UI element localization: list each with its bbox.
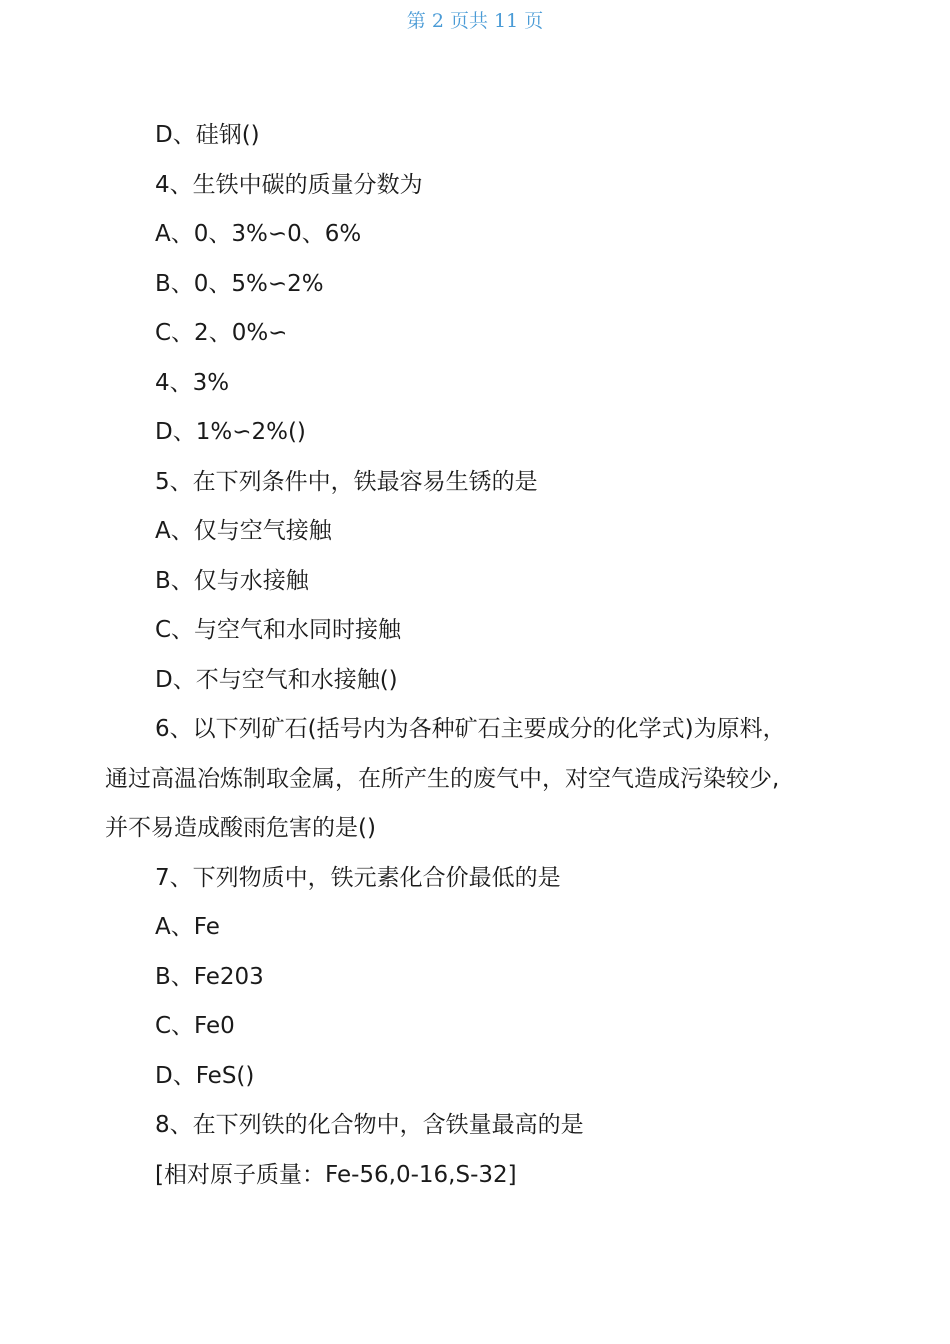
option-d-q4: D、1%∽2%()	[155, 419, 306, 445]
option-c-q7: C、Fe0	[155, 1013, 235, 1039]
option-a-q4: A、0、3%∽0、6%	[155, 221, 362, 247]
option-c-q4-continued: 4、3%	[155, 369, 230, 396]
option-b-q7: B、Fe203	[155, 963, 264, 990]
option-a-q7: A、Fe	[155, 914, 220, 940]
option-c-q4: C、2、0%∽	[155, 320, 288, 346]
question-4: 4、生铁中碳的质量分数为	[155, 171, 423, 198]
question-6-line-3: 并不易造成酸雨危害的是()	[105, 815, 376, 841]
option-a-q5: A、仅与空气接触	[155, 518, 332, 544]
option-b-q4: B、0、5%∽2%	[155, 270, 324, 297]
option-d-q5: D、不与空气和水接触()	[155, 666, 398, 693]
question-6-line-2: 通过高温冶炼制取金属，在所产生的废气中，对空气造成污染较少,	[105, 765, 780, 792]
question-6-line-1: 6、以下列矿石(括号内为各种矿石主要成分的化学式)为原料，	[155, 716, 786, 742]
question-7: 7、下列物质中，铁元素化合价最低的是	[155, 864, 561, 891]
option-b-q5: B、仅与水接触	[155, 567, 309, 594]
page-header: 第 2 页共 11 页	[406, 10, 544, 32]
option-d-q3: D、硅钢()	[155, 122, 260, 148]
question-5: 5、在下列条件中，铁最容易生锈的是	[155, 468, 538, 495]
question-8: 8、在下列铁的化合物中，含铁量最高的是	[155, 1112, 584, 1138]
option-d-q7: D、FeS()	[155, 1062, 255, 1089]
question-8-atomic-masses: [相对原子质量：Fe-56,0-16,S-32]	[155, 1161, 517, 1188]
document-body	[0, 113, 950, 1202]
option-c-q5: C、与空气和水同时接触	[155, 617, 402, 643]
